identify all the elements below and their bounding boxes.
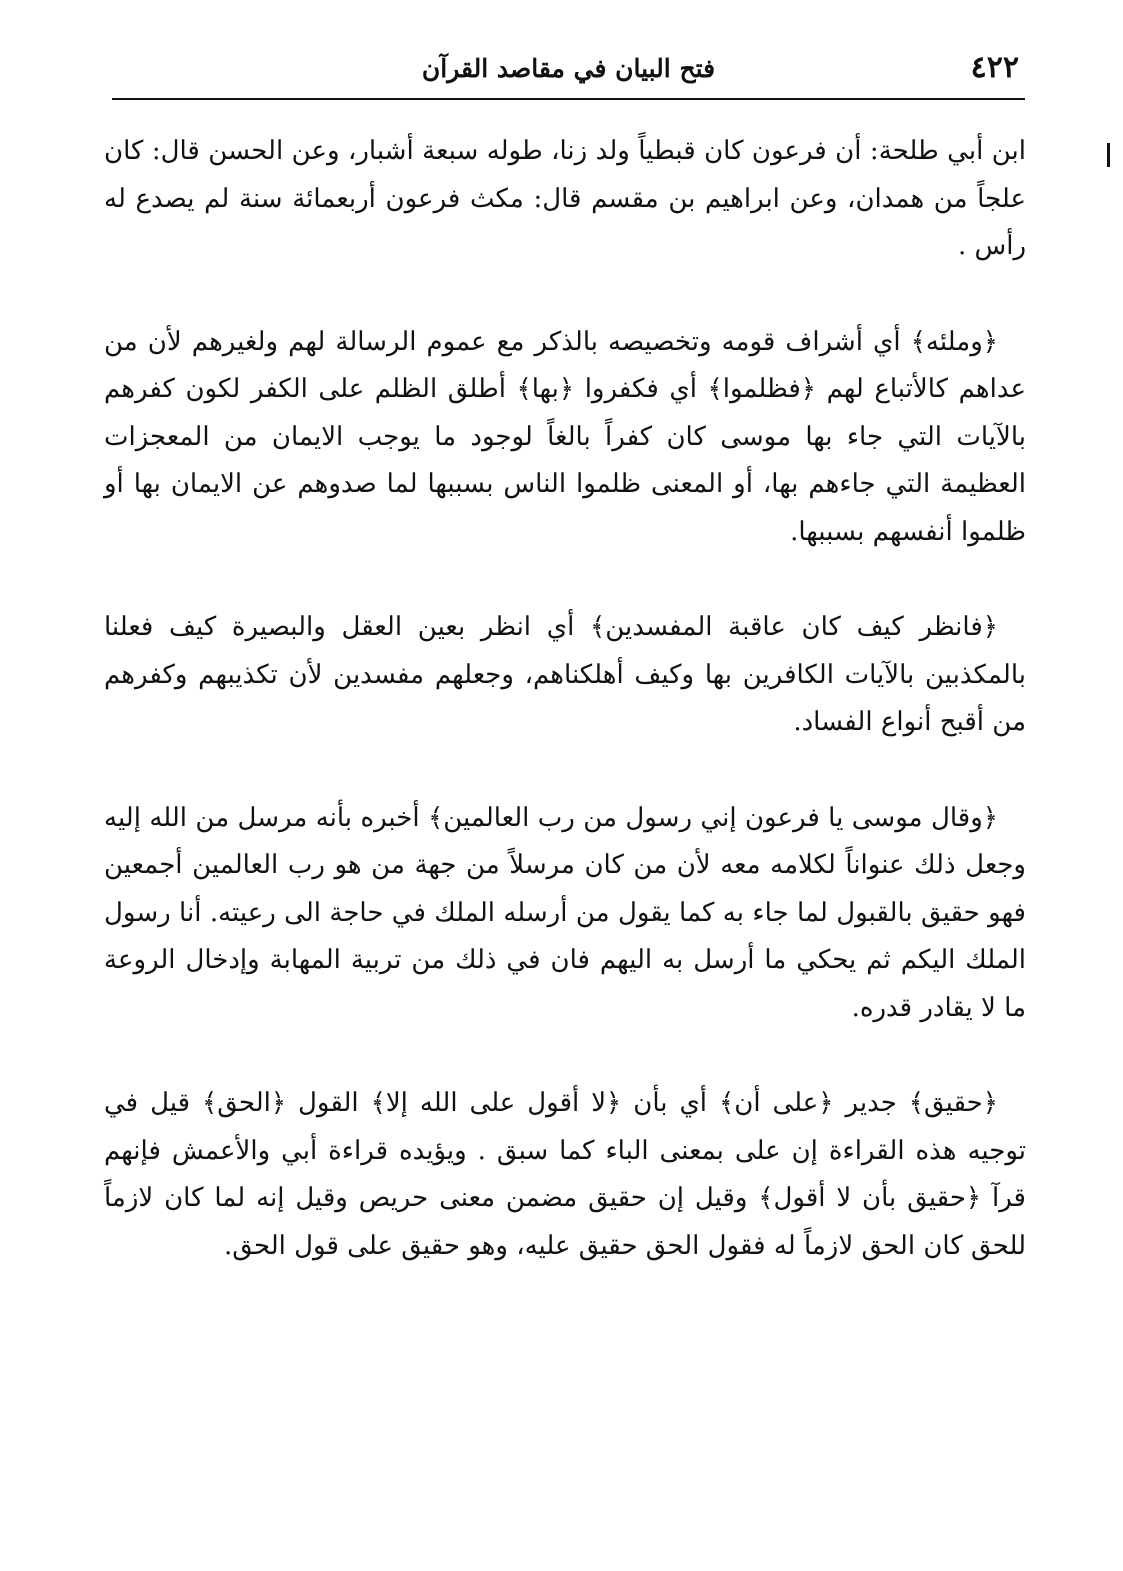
paragraph-1: ابن أبي طلحة: أن فرعون كان قبطياً ولد زنا، طوله سبعة أشبار، وعن الحسن قال: كان علجاً من همدان، وعن ابراهيم بن مقسم قال: مكث فرعون أربعمائة سنة لم يصدع له رأس . [104,136,1026,261]
page-body [104,128,1026,1270]
page-header [112,48,1025,100]
paragraph-3: ﴿فانظر كيف كان عاقبة المفسدين﴾ أي انظر بعين العقل والبصيرة كيف فعلنا بالمكذبين بالآيات الكافرين بها وكيف أهلكناهم، وجعلهم مفسدين لأن تكذيبهم وكفرهم من أقبح أنواع الفساد. [104,612,1026,737]
paragraph-2: ﴿وملئه﴾ أي أشراف قومه وتخصيصه بالذكر مع عموم الرسالة لهم ولغيرهم لأن من عداهم كالأتباع لهم ﴿فظلموا﴾ أي فكفروا ﴿بها﴾ أطلق الظلم على الكفر لكون كفرهم بالآيات التي جاء بها موسى كان كفراً بالغاً لوجود ما يوجب الايمان من المعجزات العظيمة التي جاءهم بها، أو المعنى ظلموا الناس بسببها لما صدوهم عن الايمان بها أو ظلموا أنفسهم بسببها. [104,326,1026,547]
paragraph-4: ﴿وقال موسى يا فرعون إني رسول من رب العالمين﴾ أخبره بأنه مرسل من الله إليه وجعل ذلك عنواناً لكلامه معه لأن من كان مرسلاً من جهة من هو رب العالمين أجمعين فهو حقيق بالقبول لما جاء به كما يقول من أرسله الملك في حاجة الى رعيته. أنا رسول الملك اليكم ثم يحكي ما أرسل به اليهم فان في ذلك من تربية المهابة وإدخال الروعة ما لا يقادر قدره. [104,802,1026,1023]
margin-mark [1107,143,1110,167]
page-number: ٤٢٢ [970,50,1019,85]
running-title: فتح البيان في مقاصد القرآن [421,54,716,83]
paragraph-5: ﴿حقيق﴾ جدير ﴿على أن﴾ أي بأن ﴿لا أقول على الله إلا﴾ القول ﴿الحق﴾ قيل في توجيه هذه القراءة إن على بمعنى الباء كما سبق . ويؤيده قراءة أبي والأعمش فإنهم قرآ ﴿حقيق بأن لا أقول﴾ وقيل إن حقيق مضمن معنى حريص وقيل إنه لما كان لازماً للحق كان الحق لازماً له فقول الحق حقيق عليه، وهو حقيق على قول الحق. [104,1088,1026,1261]
